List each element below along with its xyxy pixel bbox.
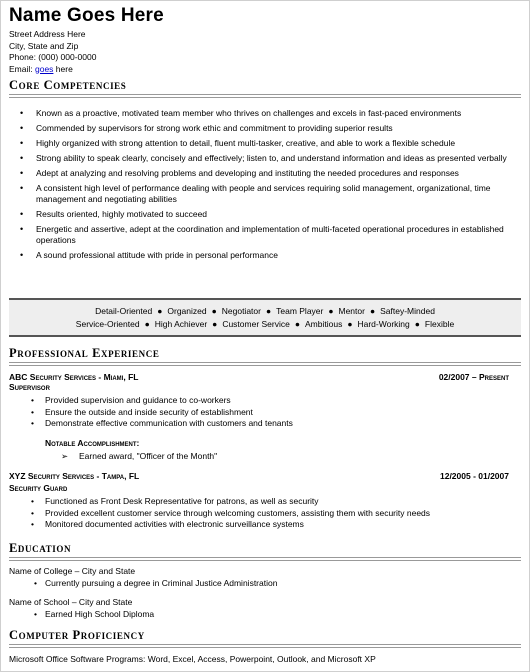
skill-label: Negotiator [221,306,261,316]
skill-label: Team Player [276,306,324,316]
computer-proficiency-heading: Computer Proficiency [9,628,145,642]
computer-proficiency-text: Microsoft Office Software Programs: Word, Excel, Access, Powerpoint, Outlook, and Microsoft XP [9,654,376,664]
email-line [9,64,96,76]
job-dates: 12/2005 - 01/2007 [439,471,509,481]
school-detail-text: Currently pursuing a degree in Criminal Justice Administration [45,578,278,588]
job-title: Security Guard [9,483,68,493]
duty-list [9,496,489,531]
skill-label: Mentor [338,306,365,316]
list-item: • Provided supervision and guidance to co-workers [9,395,489,407]
school-name: Name of School – City and State [9,597,133,607]
email-label: Email: [9,63,35,74]
skill-label: Detail-Oriented [95,306,153,316]
street-address: Street Address Here [9,29,86,39]
list-item: • Demonstrate effective communication with customers and tenants [9,418,489,430]
skill-label: Service-Oriented [75,319,140,329]
core-competencies-list [9,108,509,265]
city-state-zip: City, State and Zip [9,40,79,51]
arrow-bullet-icon: ➢ [61,451,69,461]
skills-row-2 [9,318,521,331]
list-item: • Ensure the outside and inside security of establishment [9,407,489,419]
section-divider [9,362,521,366]
accomplishment-text: Earned award, "Officer of the Month" [79,451,218,461]
list-item: • Provided excellent customer service through welcoming customers, assisting them with security needs [9,508,489,520]
skill-label: Saftey-Minded [380,306,435,316]
school-detail [9,609,154,619]
email-suffix: here [53,63,73,74]
skill-label: Ambitious [305,319,343,329]
bullet-separator: ● [157,306,163,316]
accomplishment-item [61,451,217,462]
job-header [9,372,509,382]
section-divider [9,644,521,648]
list-item: • Energetic and assertive, adept at the coordination and implementation of multi-faceted operational procedures in established operations [9,224,509,246]
email-link[interactable]: goes [34,63,54,74]
skill-label: Organized [167,306,207,316]
skills-row-1 [9,305,521,318]
bullet-separator: ● [211,306,217,316]
school-name: Name of College – City and State [9,566,136,576]
job-header [9,471,509,481]
bullet-separator: ● [144,319,150,329]
school-detail [9,578,277,588]
list-item: • Functioned as Front Desk Representative for patrons, as well as security [9,496,489,508]
school-detail-text: Earned High School Diploma [45,609,155,619]
job-title: Supervisor [9,382,50,392]
bullet-separator: ● [369,306,376,316]
education-heading: Education [9,541,72,555]
list-item: • Strong ability to speak clearly, concisely and effectively; listen to, and understand information and ideas as presented verbally [9,153,509,164]
list-item: • Results oriented, highly motivated to succeed [9,209,509,220]
bullet-separator: ● [347,319,353,329]
bullet-separator: ● [212,319,218,329]
list-item: • A sound professional attitude with pride in personal performance [9,250,509,261]
company-location: ABC Security Services - Miami, FL [9,372,139,382]
list-item: • Known as a proactive, motivated team member who thrives on challenges and excels in fast-paced environments [9,108,509,119]
bullet-separator: ● [328,306,334,316]
section-divider [9,94,521,98]
skill-label: Customer Service [222,319,290,329]
section-divider [9,557,521,561]
list-item: • Monitored documented activities with electronic surveillance systems [9,519,489,531]
bullet-separator: ● [294,319,301,329]
experience-heading: Professional Experience [9,346,160,360]
phone-number: Phone: (000) 000-0000 [9,52,97,62]
list-item: • Highly organized with strong attention to detail, fluent multi-tasker, creative, and able to work a flexible schedule [9,138,509,149]
skills-summary-box [9,298,521,337]
bullet-separator: ● [265,306,272,316]
list-item: • A consistent high level of performance dealing with people and services requiring solid management, organizational, time management and negotiating abilities [9,183,509,205]
skill-label: High Achiever [154,319,208,329]
accomplishment-label: Notable Accomplishment: [45,438,140,448]
bullet-icon: • [34,609,37,619]
bullet-icon: • [34,578,37,588]
list-item: • Commended by supervisors for strong work ethic and commitment to providing superior results [9,123,509,134]
skill-label: Hard-Working [357,319,410,329]
bullet-separator: ● [414,319,420,329]
list-item: • Adept at analyzing and resolving problems and developing and instituting the needed procedures and responses [9,168,509,179]
contact-block [9,29,96,75]
skill-label: Flexible [424,319,455,329]
job-dates: 02/2007 – Present [438,372,509,382]
core-competencies-heading: Core Competencies [9,78,127,92]
duty-list [9,395,489,430]
candidate-name: Name Goes Here [9,5,164,26]
company-location: XYZ Security Services - Tampa, FL [9,471,140,481]
